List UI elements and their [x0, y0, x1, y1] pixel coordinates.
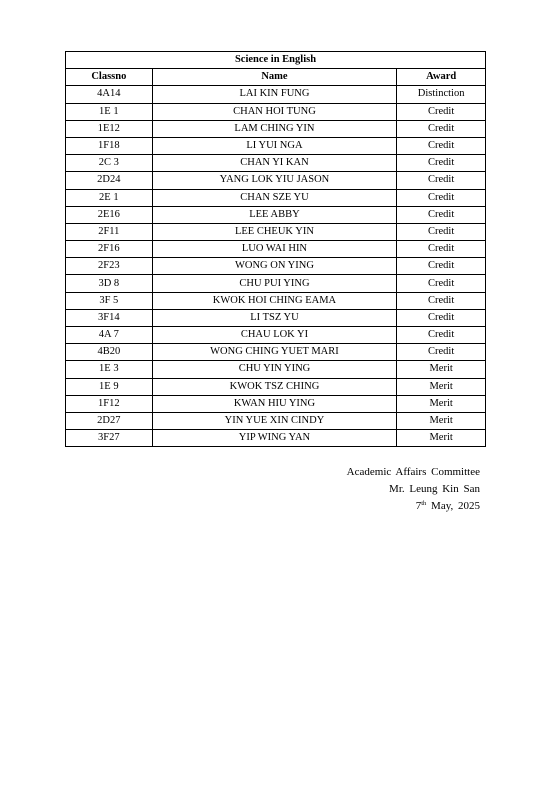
table-row	[66, 292, 486, 309]
cell-name: CHU PUI YING	[152, 275, 397, 292]
cell-classno: 2F11	[66, 223, 153, 240]
cell-classno: 2E 1	[66, 189, 153, 206]
table-row	[66, 206, 486, 223]
table-row	[66, 395, 486, 412]
cell-classno: 2E16	[66, 206, 153, 223]
cell-name: KWOK HOI CHING EAMA	[152, 292, 397, 309]
signatory-name: Mr. Leung Kin San	[389, 483, 480, 495]
date-suffix: th	[421, 500, 427, 507]
header-classno: Classno	[66, 69, 153, 86]
cell-name: LAM CHING YIN	[152, 120, 397, 137]
cell-classno: 2C 3	[66, 155, 153, 172]
cell-classno: 1F12	[66, 395, 153, 412]
table-row	[66, 120, 486, 137]
table-row	[66, 412, 486, 429]
table-title-row	[66, 52, 486, 69]
awards-table	[65, 51, 486, 447]
cell-name: LI YUI NGA	[152, 137, 397, 154]
cell-classno: 2F23	[66, 258, 153, 275]
cell-name: KWAN HIU YING	[152, 395, 397, 412]
cell-name: LI TSZ YU	[152, 309, 397, 326]
cell-classno: 1E 3	[66, 361, 153, 378]
cell-award: Credit	[397, 292, 486, 309]
table-row	[66, 155, 486, 172]
table-row	[66, 86, 486, 103]
table-row	[66, 189, 486, 206]
cell-name: LEE ABBY	[152, 206, 397, 223]
cell-classno: 4B20	[66, 344, 153, 361]
cell-classno: 3F27	[66, 430, 153, 447]
cell-classno: 1E12	[66, 120, 153, 137]
table-row	[66, 258, 486, 275]
cell-classno: 3F 5	[66, 292, 153, 309]
cell-name: LAI KIN FUNG	[152, 86, 397, 103]
cell-award: Credit	[397, 309, 486, 326]
cell-classno: 2D24	[66, 172, 153, 189]
table-row	[66, 430, 486, 447]
cell-award: Merit	[397, 430, 486, 447]
cell-name: YANG LOK YIU JASON	[152, 172, 397, 189]
signature-block	[347, 464, 480, 515]
table-row	[66, 275, 486, 292]
cell-name: YIP WING YAN	[152, 430, 397, 447]
cell-award: Merit	[397, 378, 486, 395]
cell-name: WONG ON YING	[152, 258, 397, 275]
cell-award: Credit	[397, 103, 486, 120]
cell-award: Credit	[397, 189, 486, 206]
cell-name: WONG CHING YUET MARI	[152, 344, 397, 361]
table-row	[66, 172, 486, 189]
cell-award: Merit	[397, 361, 486, 378]
cell-name: YIN YUE XIN CINDY	[152, 412, 397, 429]
cell-award: Credit	[397, 241, 486, 258]
cell-award: Credit	[397, 206, 486, 223]
cell-name: LEE CHEUK YIN	[152, 223, 397, 240]
table-title: Science in English	[66, 52, 486, 69]
table-row	[66, 223, 486, 240]
cell-award: Credit	[397, 223, 486, 240]
cell-award: Merit	[397, 412, 486, 429]
header-name: Name	[152, 69, 397, 86]
cell-classno: 4A 7	[66, 327, 153, 344]
committee-name: Academic Affairs Committee	[346, 466, 480, 478]
table-row	[66, 344, 486, 361]
table-row	[66, 103, 486, 120]
date-day: 7	[415, 500, 422, 512]
cell-classno: 3D 8	[66, 275, 153, 292]
table-row	[66, 137, 486, 154]
cell-classno: 4A14	[66, 86, 153, 103]
date-rest: May, 2025	[426, 500, 480, 512]
cell-name: CHAN YI KAN	[152, 155, 397, 172]
issue-date	[347, 498, 480, 515]
table-row	[66, 309, 486, 326]
cell-award: Credit	[397, 275, 486, 292]
cell-name: KWOK TSZ CHING	[152, 378, 397, 395]
cell-award: Credit	[397, 137, 486, 154]
table-row	[66, 361, 486, 378]
header-award: Award	[397, 69, 486, 86]
cell-award: Credit	[397, 172, 486, 189]
cell-name: CHU YIN YING	[152, 361, 397, 378]
cell-classno: 2F16	[66, 241, 153, 258]
cell-award: Credit	[397, 327, 486, 344]
cell-award: Credit	[397, 344, 486, 361]
cell-classno: 2D27	[66, 412, 153, 429]
table-body	[66, 86, 486, 447]
cell-classno: 1E 9	[66, 378, 153, 395]
cell-classno: 3F14	[66, 309, 153, 326]
cell-name: LUO WAI HIN	[152, 241, 397, 258]
table-header-row	[66, 69, 486, 86]
cell-award: Distinction	[397, 86, 486, 103]
cell-name: CHAN HOI TUNG	[152, 103, 397, 120]
cell-classno: 1F18	[66, 137, 153, 154]
cell-name: CHAN SZE YU	[152, 189, 397, 206]
cell-award: Credit	[397, 120, 486, 137]
cell-classno: 1E 1	[66, 103, 153, 120]
table-row	[66, 241, 486, 258]
cell-name: CHAU LOK YI	[152, 327, 397, 344]
cell-award: Credit	[397, 155, 486, 172]
table-row	[66, 327, 486, 344]
table-row	[66, 378, 486, 395]
cell-award: Merit	[397, 395, 486, 412]
cell-award: Credit	[397, 258, 486, 275]
